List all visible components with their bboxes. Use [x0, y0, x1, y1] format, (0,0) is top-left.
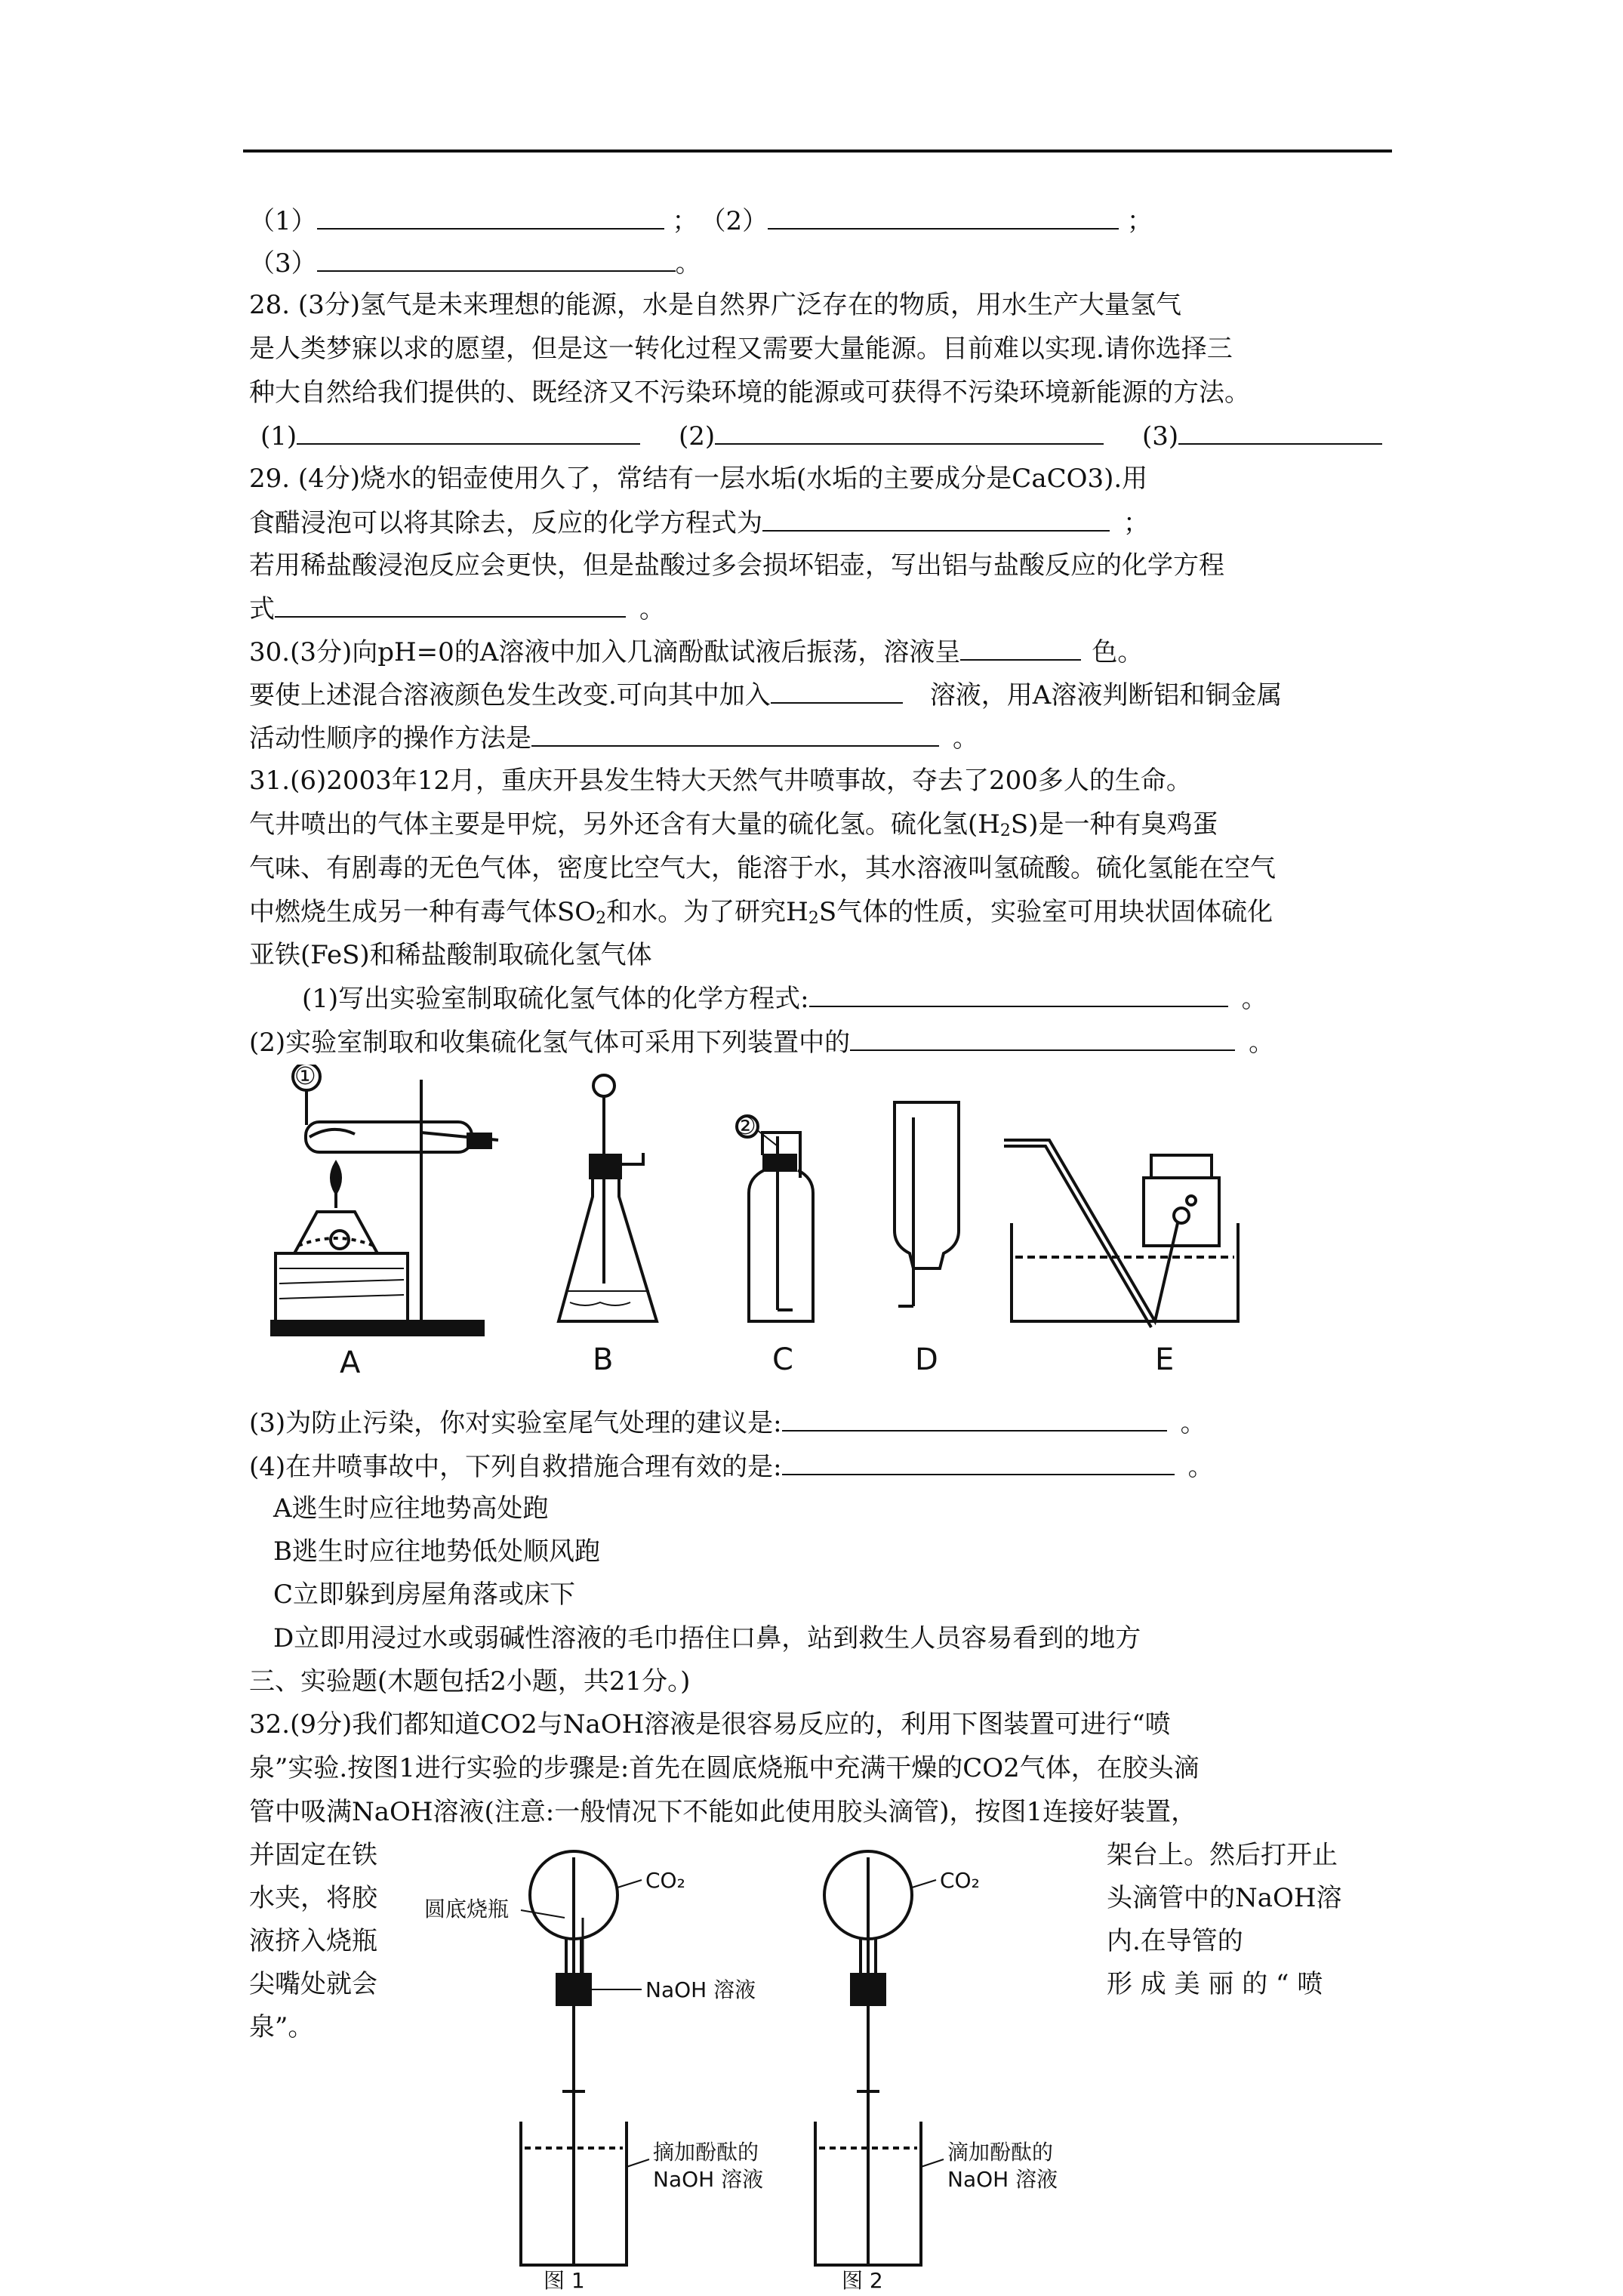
apparatus-b [559, 1075, 657, 1321]
q32-right-1: 架台上。然后打开止 [1107, 1840, 1338, 1870]
flask-label: 圆底烧瓶 [424, 1897, 510, 1922]
beaker2-label-line2: NaOH 溶液 [947, 2167, 1058, 2192]
naoh-label: NaOH 溶液 [645, 1977, 756, 2002]
label-b: B [593, 1342, 614, 1377]
q28-blanks: (1) (2) (3) [260, 421, 1382, 451]
answer-blank[interactable] [850, 1027, 1235, 1051]
q29-line3: 若用稀盐酸浸泡反应会更快，但是盐酸过多会损坏铝壶，写出铝与盐酸反应的化学方程 [249, 550, 1224, 581]
q28-line1: 28. (3分)氢气是未来理想的能源，水是自然界广泛存在的物质，用水生产大量氢气 [249, 290, 1182, 320]
q31-line1: 31.(6)2003年12月，重庆开县发生特大天然气井喷事故，夺去了200多人的生命。 [249, 766, 1192, 796]
answer-blank[interactable] [782, 1407, 1167, 1432]
q30-line2: 要使上述混合溶液颜色发生改变.可向其中加入 溶液，用A溶液判断铝和铜金属 [249, 680, 1283, 710]
answer-blank[interactable] [715, 421, 1104, 445]
q31-sub4: (4)在井喷事故中，下列自救措施合理有效的是: 。 [249, 1452, 1214, 1482]
q31-option-a: A逃生时应往地势高处跑 [273, 1493, 549, 1524]
q31-sub3: (3)为防止污染，你对实验室尾气处理的建议是: 。 [249, 1408, 1206, 1438]
mark-1: ① [294, 1062, 316, 1090]
answer-blank[interactable] [809, 983, 1228, 1007]
beaker1-label-line2: NaOH 溶液 [653, 2167, 764, 2192]
q32-line1: 32.(9分)我们都知道CO2与NaOH溶液是很容易反应的，利用下图装置可进行“喷 [249, 1709, 1171, 1740]
answer-blank[interactable] [771, 680, 903, 704]
beaker1-label-line1: 摘加酚酞的 [653, 2140, 759, 2165]
q31-option-b: B逃生时应往地势低处顺风跑 [273, 1536, 600, 1567]
apparatus-figure [249, 1062, 1283, 1382]
q31-option-c: C立即躲到房屋角落或床下 [273, 1579, 576, 1610]
co2-label-2: CO₂ [940, 1868, 980, 1893]
fountain-setup-1 [521, 1851, 649, 2265]
beaker2-label-line1: 滴加酚酞的 [947, 2140, 1054, 2165]
q29-line4: 式 。 [249, 594, 665, 624]
q32-left-4: 尖嘴处就会 [249, 1969, 377, 1999]
apparatus-c [737, 1116, 813, 1321]
apparatus-d [895, 1102, 959, 1306]
fountain-figure [423, 1827, 1087, 2296]
mark-2: ② [735, 1111, 756, 1140]
q30-line3: 活动性顺序的操作方法是 。 [249, 723, 978, 754]
q32-left-1: 并固定在铁 [249, 1840, 377, 1870]
q28-line3: 种大自然给我们提供的、既经济又不污染环境的能源或可获得不污染环境新能源的方法。 [249, 378, 1250, 408]
q32-line3: 管中吸满NaOH溶液(注意:一般情况下不能如此使用胶头滴管)，按图1连接好装置， [249, 1797, 1197, 1827]
answer-blank[interactable] [768, 205, 1119, 230]
label-c: C [772, 1342, 793, 1377]
q27-line1: （1） ； （2） ； [249, 206, 1153, 236]
co2-label-1: CO₂ [645, 1868, 685, 1893]
fountain-setup-2 [815, 1851, 944, 2265]
answer-blank[interactable] [960, 636, 1081, 661]
q31-line3: 气味、有剧毒的无色气体，密度比空气大，能溶于水，其水溶液叫氢硫酸。硫化氢能在空气 [249, 853, 1276, 883]
answer-blank[interactable] [275, 593, 626, 618]
q31-sub1: (1)写出实验室制取硫化氢气体的化学方程式: 。 [302, 984, 1267, 1014]
answer-blank[interactable] [782, 1451, 1175, 1475]
header-rule [243, 149, 1392, 153]
answer-blank[interactable] [762, 507, 1110, 532]
q31-line2: 气井喷出的气体主要是甲烷，另外还含有大量的硫化氢。硫化氢$(H_2S)$是一种有臭鸡蛋 [249, 809, 1218, 840]
q32-left-5: 泉”。 [249, 2012, 314, 2042]
q31-sub2: (2)实验室制取和收集硫化氢气体可采用下列装置中的 。 [249, 1028, 1275, 1058]
q31-line5: 亚铁(FeS)和稀盐酸制取硫化氢气体 [249, 940, 652, 970]
q29-line1: 29. (4分)烧水的铝壶使用久了，常结有一层水垢(水垢的主要成分是CaCO3).用 [249, 464, 1148, 494]
q32-right-4: 形 成 美 丽 的 “ 喷 [1107, 1969, 1323, 1999]
q31-option-d: D立即用浸过水或弱碱性溶液的毛巾捂住口鼻，站到救生人员容易看到的地方 [273, 1623, 1141, 1653]
answer-blank[interactable] [1178, 421, 1382, 445]
answer-blank[interactable] [531, 723, 939, 747]
q29-line2: 食醋浸泡可以将其除去，反应的化学方程式为 ； [249, 508, 1149, 538]
q28-line2: 是人类梦寐以求的愿望，但是这一转化过程又需要大量能源。目前难以实现.请你选择三 [249, 334, 1233, 364]
q27-line2: （3） 。 [249, 248, 701, 279]
section-3-heading: 三、实验题(木题包括2小题，共21分。) [249, 1666, 691, 1697]
label-e: E [1155, 1342, 1175, 1377]
answer-blank[interactable] [297, 421, 640, 445]
caption-figure-1: 图 1 [544, 2268, 585, 2293]
q32-right-2: 头滴管中的NaOH溶 [1107, 1883, 1342, 1913]
answer-blank[interactable] [317, 205, 664, 230]
q32-right-3: 内.在导管的 [1107, 1926, 1243, 1956]
caption-figure-2: 图 2 [842, 2268, 883, 2293]
q32-left-2: 水夹，将胶 [249, 1883, 377, 1913]
label-a: A [340, 1345, 361, 1380]
answer-blank[interactable] [317, 248, 676, 272]
q32-line2: 泉”实验.按图1进行实验的步骤是:首先在圆底烧瓶中充满干燥的CO2气体，在胶头滴 [249, 1753, 1200, 1783]
q30-line1: 30.(3分)向pH=0的A溶液中加入几滴酚酞试液后振荡，溶液呈 色。 [249, 637, 1144, 667]
apparatus-e [1004, 1140, 1238, 1327]
label-d: D [915, 1342, 938, 1377]
q31-line4: 中燃烧生成另一种有毒气体$SO_2$和水。为了研究$H_2S$气体的性质，实验室可用块状固体硫化 [249, 897, 1273, 928]
q32-left-3: 液挤入烧瓶 [249, 1926, 377, 1956]
apparatus-a [272, 1065, 498, 1335]
